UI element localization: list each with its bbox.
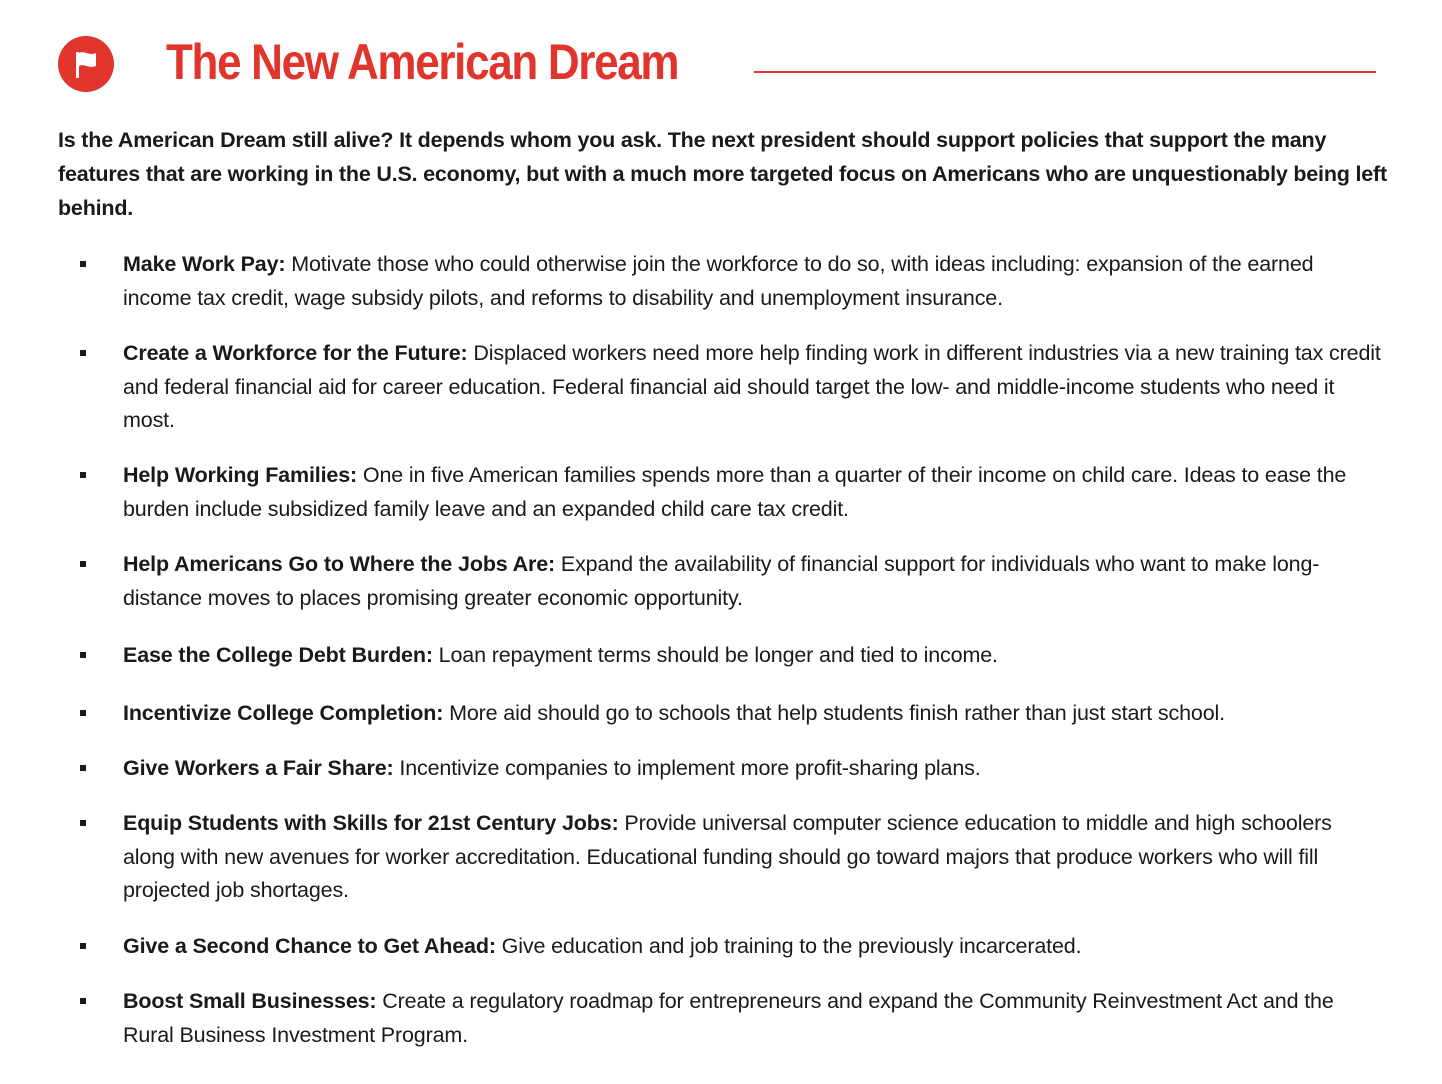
list-item-heading: Boost Small Businesses: [123,989,377,1013]
bullet-icon [80,261,86,267]
list-item-heading: Create a Workforce for the Future: [123,341,468,365]
list-item-body: Displaced workers need more help finding work in different industries via a new training tax credit and federal financial aid for career education. Federal financial aid should target the low- and middle-income students who need it most. [123,341,1381,432]
list-item-body: Give education and job training to the previously incarcerated. [495,934,1082,958]
bullet-icon [80,472,86,478]
list-item-heading: Help Working Families: [123,463,358,487]
list-item-body: Provide universal computer science education to middle and high schoolers along with new avenues for worker accreditation. Educational funding should go toward majors that produce workers who will fill projected job shortages. [123,811,1332,902]
list-item-heading: Give Workers a Fair Share: [123,756,394,780]
list-item-heading: Make Work Pay: [123,252,286,276]
bullet-icon [80,765,86,771]
list-item-text [123,985,1383,1052]
list-item-text [123,548,1383,615]
list-item-body: Loan repayment terms should be longer and tied to income. [432,643,998,667]
list-item-text [123,459,1383,526]
list-item-text [123,752,1383,786]
bullet-icon [80,561,86,567]
list-item-heading: Ease the College Debt Burden: [123,643,433,667]
list-item-heading: Help Americans Go to Where the Jobs Are: [123,552,556,576]
intro-paragraph: Is the American Dream still alive? It depends whom you ask. The next president should support policies that support the many features that are working in the U.S. economy, but with a much more targeted focus on Americans who are unquestionably being left behind. [58,128,1387,220]
list-item-text [123,248,1383,315]
list-item-text [123,639,1383,673]
section-header [58,32,1378,92]
bullet-icon [80,710,86,716]
list-item-body: More aid should go to schools that help students finish rather than just start school. [443,701,1225,725]
flag-icon [58,36,114,92]
list-item-body: Create a regulatory roadmap for entrepreneurs and expand the Community Reinvestment Act and the Rural Business Investment Program. [123,989,1334,1047]
list-item-text [123,930,1383,964]
bullet-icon [80,652,86,658]
bullet-icon [80,350,86,356]
list-item-text [123,807,1383,908]
list-item-heading: Equip Students with Skills for 21st Century Jobs: [123,811,619,835]
title-divider [754,71,1376,73]
page-title: The New American Dream [166,34,679,90]
list-item-body: Incentivize companies to implement more profit-sharing plans. [393,756,981,780]
bullet-icon [80,943,86,949]
list-item-body: Expand the availability of financial support for individuals who want to make long-distance moves to places promising greater economic opportunity. [123,552,1320,610]
list-item-heading: Give a Second Chance to Get Ahead: [123,934,496,958]
list-item-text [123,337,1383,438]
list-item-text [123,697,1383,731]
list-item-body: One in five American families spends more than a quarter of their income on child care. Ideas to ease the burden include subsidized family leave and an expanded child care tax credit. [123,463,1347,521]
list-item-heading: Incentivize College Completion: [123,701,444,725]
bullet-icon [80,998,86,1004]
bullet-icon [80,820,86,826]
list-item-body: Motivate those who could otherwise join the workforce to do so, with ideas including: expansion of the earned income tax credit, wage subsidy pilots, and reforms to disability and unemployment insurance. [123,252,1314,310]
